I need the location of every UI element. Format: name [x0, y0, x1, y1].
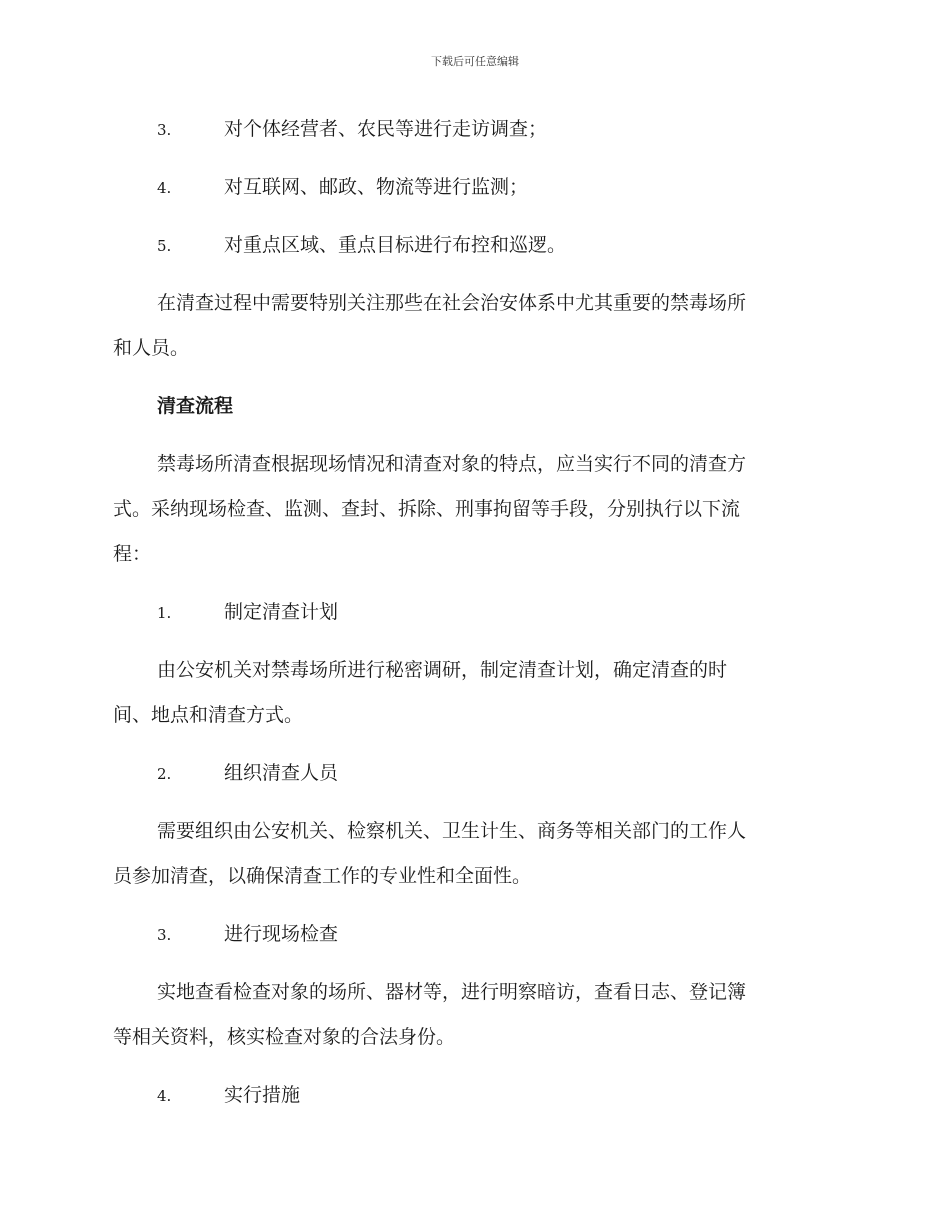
- paragraph: [113, 655, 835, 730]
- paragraph-line: 需要组织由公安机关、检察机关、卫生计生、商务等相关部门的工作人: [157, 820, 747, 842]
- step-title: 实行措施: [224, 1084, 301, 1106]
- list-item: [113, 230, 835, 260]
- step-title: 进行现场检查: [224, 923, 339, 945]
- list-text: 对重点区域、重点目标进行布控和巡逻。: [224, 234, 567, 256]
- section-heading: 清查流程: [157, 395, 234, 417]
- paragraph-line: 由公安机关对禁毒场所进行秘密调研，制定清查计划，确定清查的时: [157, 659, 728, 681]
- list-text: 对互联网、邮政、物流等进行监测；: [224, 176, 529, 198]
- step-title: 制定清查计划: [224, 601, 339, 623]
- step-item: [113, 1080, 835, 1110]
- paragraph-line: 等相关资料，核实检查对象的合法身份。: [113, 1026, 456, 1048]
- list-number: 4.: [157, 179, 172, 197]
- step-item: [113, 919, 835, 949]
- paragraph: [113, 816, 835, 891]
- step-item: [113, 597, 835, 627]
- step-title: 组织清查人员: [224, 762, 339, 784]
- paragraph-line: 和人员。: [113, 337, 190, 359]
- list-number: 3.: [157, 121, 172, 139]
- step-number: 4.: [157, 1087, 172, 1105]
- step-number: 3.: [157, 926, 172, 944]
- step-number: 1.: [157, 604, 172, 622]
- paragraph-line: 式。采纳现场检查、监测、查封、拆除、刑事拘留等手段，分别执行以下流: [113, 498, 741, 520]
- list-number: 5.: [157, 237, 172, 255]
- paragraph: [113, 977, 835, 1052]
- paragraph-line: 实地查看检查对象的场所、器材等，进行明察暗访，查看日志、登记簿: [157, 981, 747, 1003]
- list-item: [113, 114, 835, 144]
- paragraph-line: 在清查过程中需要特别关注那些在社会治安体系中尤其重要的禁毒场所: [157, 292, 747, 314]
- paragraph: [113, 288, 835, 363]
- page-header: 下载后可任意编辑: [431, 55, 519, 68]
- paragraph-line: 禁毒场所清查根据现场情况和清查对象的特点，应当实行不同的清查方: [157, 453, 747, 475]
- paragraph: [113, 449, 835, 569]
- step-item: [113, 758, 835, 788]
- paragraph-line: 间、地点和清查方式。: [113, 704, 304, 726]
- step-number: 2.: [157, 765, 172, 783]
- paragraph-line: 员参加清查，以确保清查工作的专业性和全面性。: [113, 865, 532, 887]
- document-body: [113, 114, 835, 1110]
- list-text: 对个体经营者、农民等进行走访调查；: [224, 118, 548, 140]
- list-item: [113, 172, 835, 202]
- paragraph-line: 程：: [113, 543, 152, 565]
